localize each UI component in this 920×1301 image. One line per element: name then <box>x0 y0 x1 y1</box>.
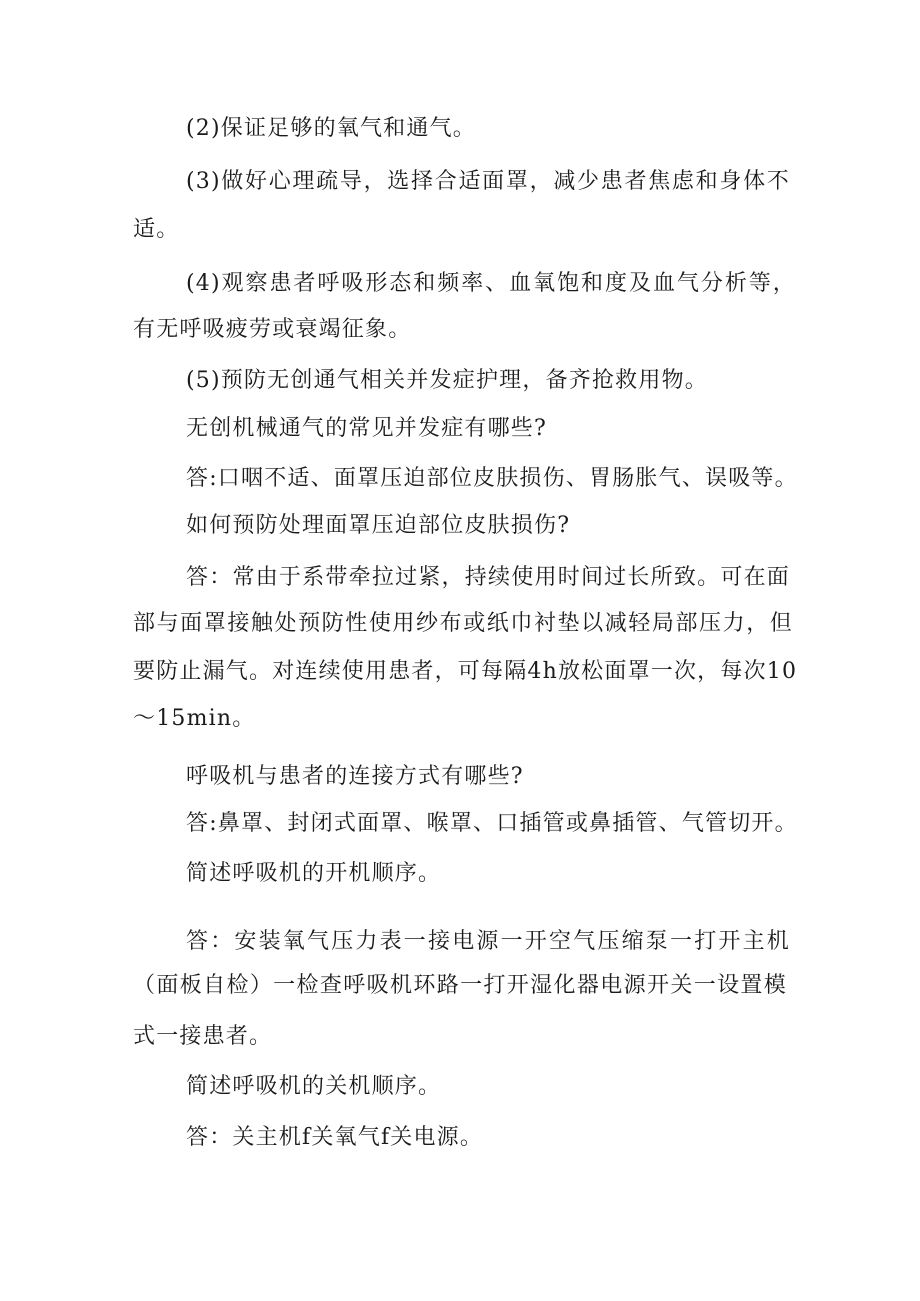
question-heading: 如何预防处理面罩压迫部位皮肤损伤? <box>186 513 571 538</box>
answer-text: 答：安装氧气压力表一接电源一开空气压缩泵一打开主机 <box>186 929 790 954</box>
answer-text: 部与面罩接触处预防性使用纱布或纸巾衬垫以减轻局部压力，但 <box>133 611 793 636</box>
paragraph-line: (3)做好心理疏导，选择合适面罩，减少患者焦虑和身体不 <box>186 169 790 194</box>
question-heading: 简述呼吸机的开机顺序。 <box>186 861 442 886</box>
answer-text: 答：常由于系带牵拉过紧，持续使用时间过长所致。可在面 <box>186 565 790 590</box>
answer-text: （面板自检）一检查呼吸机环路一打开湿化器电源开关一设置模 <box>133 973 787 998</box>
answer-text: 答：关主机f关氧气f关电源。 <box>186 1125 484 1150</box>
paragraph-line: (5)预防无创通气相关并发症护理，备齐抢救用物。 <box>186 368 708 393</box>
answer-text: 答:口咽不适、面罩压迫部位皮肤损伤、胃肠胀气、误吸等。 <box>186 466 798 491</box>
answer-text: 答:鼻罩、封闭式面罩、喉罩、口插管或鼻插管、气管切开。 <box>186 811 798 836</box>
paragraph-line: (4)观察患者呼吸形态和频率、血氧饱和度及血气分析等， <box>186 271 796 296</box>
paragraph-line: 有无呼吸疲劳或衰竭征象。 <box>133 317 412 342</box>
answer-text: 式一接患者。 <box>133 1024 273 1049</box>
paragraph-line: 适。 <box>133 217 180 242</box>
question-heading: 简述呼吸机的关机顺序。 <box>186 1074 442 1099</box>
question-heading: 无创机械通气的常见并发症有哪些? <box>186 416 547 441</box>
answer-text: 〜15min。 <box>133 706 256 731</box>
paragraph-line: (2)保证足够的氧气和通气。 <box>186 116 476 141</box>
answer-text: 要防止漏气。对连续使用患者，可每隔4h放松面罩一次，每次10 <box>133 659 798 684</box>
question-heading: 呼吸机与患者的连接方式有哪些? <box>186 764 524 789</box>
